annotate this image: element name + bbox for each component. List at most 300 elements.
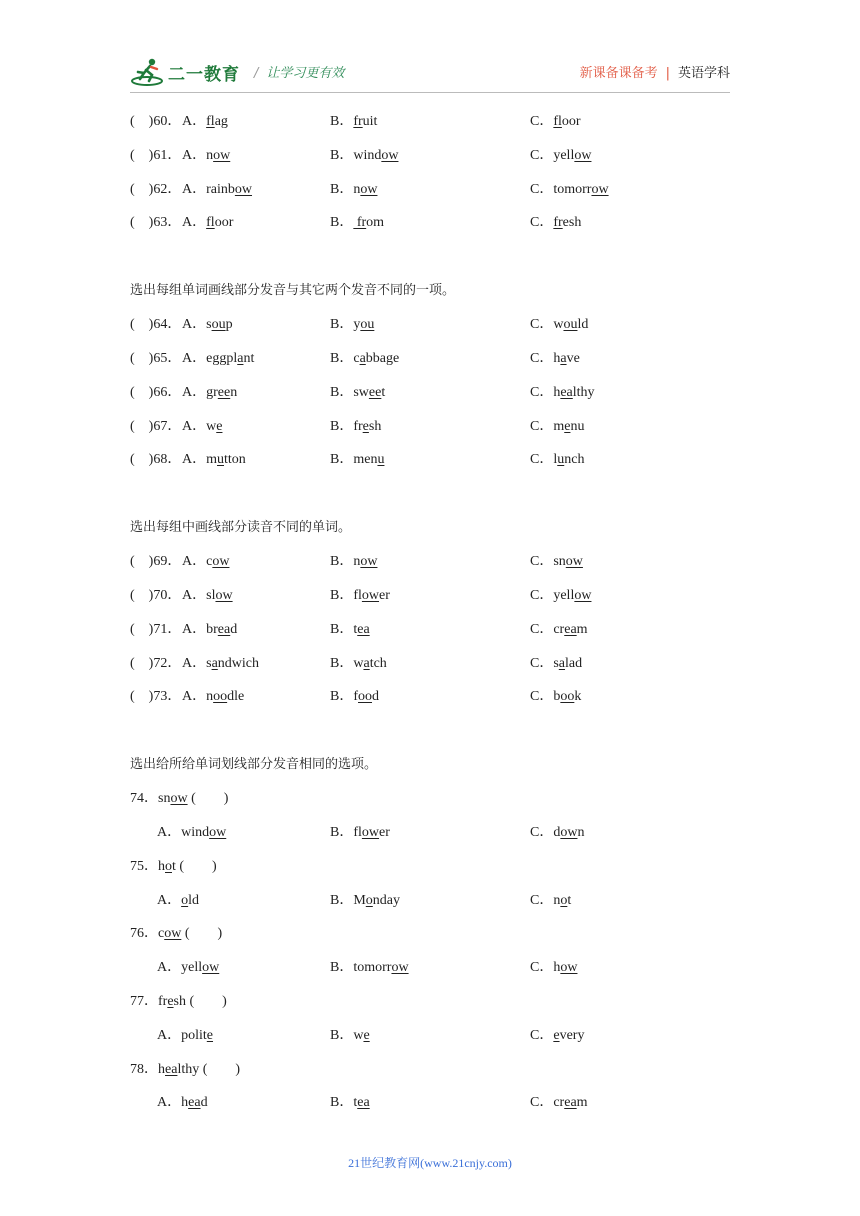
word-part: tomorr	[353, 960, 392, 976]
option-a	[157, 891, 199, 911]
word-part: m	[553, 418, 565, 434]
word-part: t	[353, 621, 358, 637]
underlined-part: ow	[560, 960, 578, 976]
word-part: 77．	[130, 994, 158, 1009]
underlined-part: ow	[560, 825, 578, 840]
word-part: nu	[570, 418, 585, 434]
underlined-part: ow	[212, 554, 230, 570]
word-part: B．	[330, 960, 354, 976]
word-part: C．	[530, 554, 554, 570]
question-number[interactable]: ( )68．	[130, 452, 182, 468]
word-part: t	[353, 1095, 358, 1111]
underlined-part: oo	[358, 689, 373, 705]
word-part: B．	[330, 892, 354, 908]
option-b	[330, 891, 400, 911]
underlined-part: ow	[361, 825, 380, 840]
underlined-part: ow	[164, 926, 182, 942]
word-part: rainb	[206, 181, 235, 197]
word-part: B．	[330, 689, 354, 705]
word-part: n	[553, 892, 561, 908]
word-part: w	[353, 655, 364, 671]
option-b	[330, 417, 381, 437]
underlined-part: a	[363, 655, 370, 671]
word-part: br	[206, 621, 218, 637]
question-number[interactable]: ( )60．	[130, 114, 182, 129]
option-b	[330, 450, 384, 470]
underlined-part: a	[558, 655, 566, 671]
word-part: h	[158, 1061, 165, 1077]
option-c	[530, 180, 609, 200]
question-stem[interactable]	[130, 924, 222, 944]
word-part: y	[353, 317, 361, 333]
section-instruction: 选出给所给单词划线部分发音相同的选项。	[130, 757, 378, 773]
word-part: m	[576, 1095, 588, 1111]
option-c	[530, 620, 588, 640]
word-part: B．	[330, 825, 354, 840]
word-part: n	[353, 181, 361, 197]
word-part: B．	[330, 351, 354, 366]
word-part: yell	[553, 588, 575, 603]
option-a	[157, 1093, 208, 1113]
underlined-part: ou	[211, 317, 226, 333]
question-number[interactable]: ( )71．	[130, 621, 182, 637]
option-c	[530, 417, 584, 437]
option-b	[330, 1093, 370, 1113]
word-part: C．	[530, 960, 554, 976]
underlined-part: ea	[564, 621, 577, 637]
option-b	[330, 112, 377, 132]
option-a	[182, 552, 229, 572]
option-a	[182, 417, 222, 437]
slogan-text: 让学习更有效	[266, 66, 345, 81]
word-part: B．	[330, 418, 354, 434]
word-part: C．	[530, 147, 554, 163]
word-part: w	[553, 317, 564, 333]
question-number[interactable]: ( )66．	[130, 384, 182, 400]
word-part: C．	[530, 181, 554, 197]
word-part: C．	[530, 215, 554, 231]
word-part: sh	[368, 418, 382, 434]
option-b	[330, 146, 398, 166]
word-part: ( )	[187, 791, 229, 807]
word-part: ld	[577, 317, 589, 333]
runner-logo-icon	[130, 57, 164, 87]
option-c	[530, 112, 581, 132]
word-part: sn	[553, 554, 566, 570]
word-part: h	[553, 384, 561, 400]
word-part: yell	[181, 960, 203, 976]
word-part: d	[200, 1095, 208, 1111]
word-part: n	[353, 554, 361, 570]
underlined-part: u	[217, 452, 225, 468]
word-part: wind	[181, 825, 210, 840]
option-c	[530, 687, 581, 707]
underlined-part: fr	[353, 114, 363, 129]
option-row	[157, 823, 757, 843]
word-part: d	[372, 689, 380, 705]
option-b	[330, 620, 370, 640]
underlined-part: ow	[213, 147, 231, 163]
question-number[interactable]: ( )64．	[130, 317, 182, 333]
word-part: c	[158, 926, 165, 942]
option-c	[530, 146, 591, 166]
underlined-part: ea	[357, 1095, 370, 1111]
word-part: ve	[566, 351, 580, 366]
underlined-part: ow	[391, 960, 409, 976]
page-header	[130, 56, 730, 92]
underlined-part: ow	[234, 181, 253, 197]
word-part: A．	[182, 554, 207, 570]
word-part: B．	[330, 1095, 354, 1111]
option-a	[182, 315, 233, 335]
word-part: eggpl	[206, 351, 238, 366]
question-stem[interactable]	[130, 992, 227, 1012]
word-part: tch	[369, 655, 387, 671]
word-part: fl	[353, 825, 362, 840]
word-part: oor	[561, 114, 581, 129]
word-part: b	[553, 689, 561, 705]
word-part: n	[206, 147, 214, 163]
question-number[interactable]: ( )61．	[130, 147, 182, 163]
word-part: M	[353, 892, 366, 908]
word-part: c	[353, 351, 360, 366]
word-part: C．	[530, 892, 554, 908]
word-part: m	[576, 621, 588, 637]
option-c	[530, 1026, 584, 1046]
option-a	[157, 958, 219, 978]
word-part: C．	[530, 588, 554, 603]
option-c	[530, 891, 571, 911]
word-part: cr	[553, 621, 565, 637]
underlined-part: e	[216, 418, 223, 434]
word-part: ndwich	[217, 655, 260, 671]
word-part: A．	[157, 892, 182, 908]
underlined-part: ow	[565, 554, 583, 570]
option-b	[330, 213, 384, 233]
underlined-part: ea	[560, 384, 573, 400]
option-a	[182, 112, 228, 132]
word-part: esh	[562, 215, 582, 231]
option-b	[330, 823, 390, 843]
underlined-part: ou	[563, 317, 578, 333]
word-part: h	[553, 351, 561, 366]
word-part: A．	[157, 960, 182, 976]
underlined-part: a	[237, 351, 244, 366]
option-b	[330, 586, 390, 606]
word-part: nch	[564, 452, 585, 468]
word-part: C．	[530, 351, 554, 366]
option-a	[182, 349, 254, 369]
underlined-part: o	[181, 892, 189, 908]
word-part: A．	[182, 317, 207, 333]
word-part: nt	[243, 351, 255, 366]
underlined-part: e	[167, 994, 174, 1009]
underlined-part: ow	[574, 147, 592, 163]
option-a	[182, 450, 246, 470]
option-c	[530, 552, 583, 572]
option-b	[330, 552, 377, 572]
option-a	[182, 654, 259, 674]
word-part: B．	[330, 1027, 354, 1043]
question-number[interactable]: ( )72．	[130, 655, 182, 671]
word-part: ag	[214, 114, 228, 129]
question-number[interactable]: ( )73．	[130, 689, 182, 705]
underlined-part: fr	[553, 215, 563, 231]
option-a	[182, 180, 252, 200]
option-a	[157, 1026, 213, 1046]
word-part: C．	[530, 655, 554, 671]
underlined-part: e	[553, 1027, 560, 1043]
option-c	[530, 1093, 588, 1113]
word-part: h	[553, 960, 561, 976]
underlined-part: e	[564, 418, 571, 434]
option-c	[530, 958, 577, 978]
underlined-part: ea	[357, 621, 370, 637]
section-instruction: 选出每组中画线部分读音不同的单词。	[130, 520, 352, 536]
word-part: polit	[181, 1027, 207, 1043]
word-part: sw	[353, 384, 369, 400]
option-a	[182, 687, 244, 707]
word-part: tomorr	[553, 181, 592, 197]
option-a	[182, 620, 237, 640]
option-b	[330, 1026, 370, 1046]
word-part: lthy	[572, 384, 595, 400]
word-part: d	[230, 621, 238, 637]
option-a	[182, 383, 237, 403]
underlined-part: oo	[560, 689, 575, 705]
word-part: d	[553, 825, 561, 840]
word-part: A．	[182, 215, 207, 231]
underlined-part: ee	[368, 384, 382, 400]
word-part: C．	[530, 1095, 554, 1111]
option-b	[330, 654, 387, 674]
word-part: fr	[353, 418, 363, 434]
option-b	[330, 180, 377, 200]
word-part: A．	[182, 621, 207, 637]
word-part: t	[381, 384, 386, 400]
word-part: very	[559, 1027, 585, 1043]
underlined-part: u	[377, 452, 385, 468]
option-a	[182, 213, 233, 233]
word-part: nday	[372, 892, 401, 908]
underlined-part: ow	[381, 147, 399, 163]
underlined-part: a	[211, 655, 218, 671]
word-part: 75．	[130, 858, 158, 874]
word-part: n	[230, 384, 238, 400]
underlined-part: ow	[360, 554, 378, 570]
word-part: wind	[353, 147, 382, 163]
underlined-part: ea	[165, 1061, 178, 1077]
word-part: m	[206, 452, 218, 468]
underlined-part: ow	[591, 181, 609, 197]
word-part: sn	[158, 791, 171, 807]
word-part: fl	[353, 588, 362, 603]
word-part: A．	[157, 1095, 182, 1111]
word-part: C．	[530, 621, 554, 637]
word-part: oor	[214, 215, 234, 231]
option-c	[530, 586, 591, 606]
underlined-part: fr	[353, 215, 367, 231]
underlined-part: oo	[213, 689, 228, 705]
word-part: l	[553, 452, 558, 468]
underlined-part: ea	[564, 1095, 577, 1111]
word-part: bbage	[365, 351, 400, 366]
underlined-part: ow	[170, 791, 188, 807]
word-part: B．	[330, 384, 354, 400]
brand-logo	[130, 56, 240, 88]
option-c	[530, 654, 582, 674]
word-part: fr	[158, 994, 168, 1009]
word-part: A．	[182, 418, 207, 434]
underlined-part: ee	[217, 384, 231, 400]
option-b	[330, 383, 385, 403]
question-number[interactable]: ( )63．	[130, 215, 182, 231]
section-instruction: 选出每组单词画线部分发音与其它两个发音不同的一项。	[130, 283, 456, 299]
option-a	[157, 823, 226, 843]
word-part: B．	[330, 588, 354, 603]
header-divider	[130, 92, 730, 93]
word-part: A．	[182, 384, 207, 400]
option-b	[330, 315, 374, 335]
option-b	[330, 349, 399, 369]
word-part: A．	[182, 114, 207, 129]
question-stem[interactable]	[130, 1060, 240, 1080]
word-part: gr	[206, 384, 218, 400]
word-part: A．	[182, 351, 207, 366]
footer-source: 21世纪教育网(www.21cnjy.com)	[348, 1156, 512, 1170]
underlined-part: ow	[202, 960, 220, 976]
word-part: t	[567, 892, 572, 908]
word-part: B．	[330, 554, 354, 570]
word-part: n	[577, 825, 585, 840]
question-stem[interactable]	[130, 857, 217, 877]
word-part: A．	[182, 181, 207, 197]
word-part: yell	[553, 147, 575, 163]
option-c	[530, 823, 584, 843]
word-part: B．	[330, 181, 354, 197]
question-number[interactable]: ( )65．	[130, 351, 182, 366]
option-c	[530, 383, 595, 403]
word-part: h	[181, 1095, 189, 1111]
word-part: B．	[330, 655, 354, 671]
option-row	[157, 958, 757, 978]
header-right: 新课备课备考 | 英语学科	[579, 66, 730, 81]
option-b	[330, 687, 379, 707]
word-part: sl	[206, 588, 216, 603]
option-a	[182, 146, 230, 166]
word-part: t ( )	[172, 858, 217, 874]
word-part: s	[553, 655, 559, 671]
question-number[interactable]: ( )67．	[130, 418, 182, 434]
word-part: cr	[553, 1095, 565, 1111]
word-part: tton	[224, 452, 246, 468]
option-c	[530, 315, 588, 335]
word-part: B．	[330, 114, 354, 129]
word-part: A．	[182, 452, 207, 468]
underlined-part: a	[359, 351, 366, 366]
question-number[interactable]: ( )70．	[130, 588, 182, 603]
option-c	[530, 213, 581, 233]
word-part: er	[379, 588, 390, 603]
underlined-part: e	[363, 1027, 370, 1043]
word-part: w	[206, 418, 217, 434]
word-part: B．	[330, 317, 354, 333]
underlined-part: ea	[188, 1095, 201, 1111]
underlined-part: ow	[209, 825, 227, 840]
word-part: C．	[530, 317, 554, 333]
word-part: A．	[157, 1027, 182, 1043]
question-number[interactable]: ( )69．	[130, 554, 182, 570]
word-part: B．	[330, 452, 354, 468]
logo-text: 二一教育	[168, 64, 240, 85]
underlined-part: ow	[574, 588, 592, 603]
word-part: dle	[227, 689, 245, 705]
underlined-part: e	[206, 1027, 214, 1043]
word-part: 74．	[130, 791, 158, 807]
option-row	[157, 891, 757, 911]
word-part: A．	[182, 588, 207, 603]
underlined-part: ou	[360, 317, 375, 333]
word-part: om	[366, 215, 385, 231]
word-part: A．	[157, 825, 182, 840]
underlined-part: o	[560, 892, 568, 908]
word-part: C．	[530, 689, 554, 705]
word-part: A．	[182, 689, 207, 705]
word-part: s	[206, 655, 212, 671]
word-part: C．	[530, 418, 554, 434]
word-part: uit	[362, 114, 378, 129]
word-part: h	[158, 858, 165, 874]
word-part: er	[379, 825, 390, 840]
word-part: C．	[530, 114, 554, 129]
word-part: A．	[182, 655, 207, 671]
underlined-part: o	[365, 892, 373, 908]
underlined-part: fl	[206, 215, 215, 231]
word-part: k	[574, 689, 582, 705]
underlined-part: fl	[206, 114, 215, 129]
option-c	[530, 450, 584, 470]
word-part: w	[353, 1027, 364, 1043]
word-part: C．	[530, 1027, 554, 1043]
word-part: C．	[530, 452, 554, 468]
slogan: / 让学习更有效	[254, 66, 345, 81]
word-part: lthy ( )	[177, 1061, 241, 1077]
word-part: s	[206, 317, 212, 333]
question-stem[interactable]	[130, 789, 228, 809]
underlined-part: ow	[215, 588, 233, 603]
header-course-title: 新课备课备考	[579, 66, 658, 81]
option-row	[157, 1093, 757, 1113]
underlined-part: fl	[553, 114, 562, 129]
word-part: c	[206, 554, 213, 570]
question-number[interactable]: ( )62．	[130, 181, 182, 197]
underlined-part: ow	[360, 181, 378, 197]
word-part: B．	[330, 215, 354, 231]
underlined-part: o	[165, 858, 172, 874]
word-part: p	[225, 317, 233, 333]
underlined-part: ow	[361, 588, 380, 603]
option-c	[530, 349, 580, 369]
word-part: 78．	[130, 1061, 158, 1077]
underlined-part: u	[557, 452, 565, 468]
word-part: f	[353, 689, 359, 705]
word-part: 76．	[130, 926, 158, 942]
option-row	[157, 1026, 757, 1046]
underlined-part: ea	[217, 621, 231, 637]
option-a	[182, 586, 233, 606]
word-part: sh ( )	[173, 994, 227, 1009]
word-part: C．	[530, 825, 554, 840]
